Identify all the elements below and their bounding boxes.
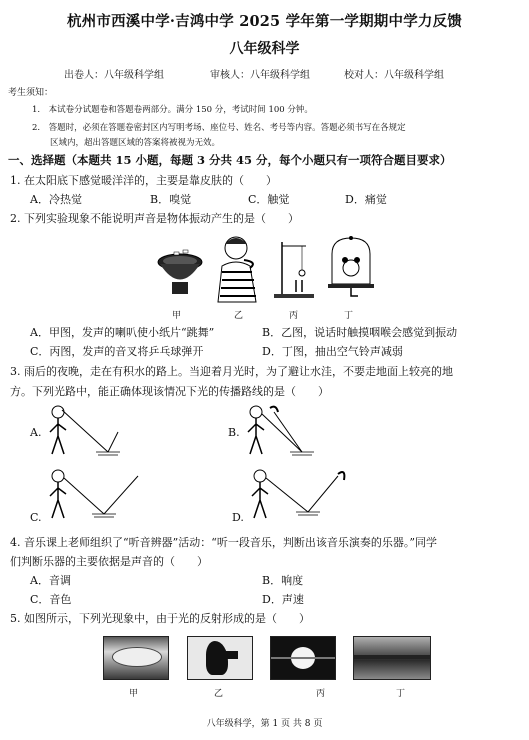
q3-diagram-a [48,404,138,460]
q3-diagram-d [250,466,360,524]
q5-caption-bing: 丙 [316,689,326,699]
q4-option-b: B．响度 [262,574,304,587]
q1-option-b: B．嗅觉 [150,193,192,206]
q1-option-c: C．触觉 [248,193,290,206]
notice-title: 考生须知： [8,88,54,98]
q5-caption-jia: 甲 [129,689,139,699]
q4-option-a: A．音调 [30,574,71,587]
question-5-stem: 5. 如图所示，下列光现象中，由于光的反射形成的是（ ） [10,612,310,625]
notice-item-2-cont: 区域内，超出答题区域的答案将被视为无效。 [50,138,221,148]
q5-photo-lens [270,636,336,680]
q1-option-d: D．痛觉 [345,193,387,206]
question-3-stem-line2: 方。下列光路中，能正确体现该情况下光的传播路线的是（ ） [10,385,329,398]
q2-figure-speaker [150,240,210,300]
q1-option-a: A．冷热觉 [30,193,82,206]
q2-option-d: D．丁图，抽出空气铃声减弱 [262,345,403,358]
q3-label-c: C. [30,511,42,524]
question-2-stem: 2. 下列实验现象不能说明声音是物体振动产生的是（ ） [10,212,299,225]
q5-caption-ding: 丁 [396,689,406,699]
reviewer-info: 审核人：八年级科学组 [210,70,310,81]
q2-caption-bing: 丙 [289,311,299,321]
q2-option-b: B．乙图，说话时触摸咽喉会感觉到振动 [262,326,458,339]
notice-item-1: 1. 本试卷分试题卷和答题卷两部分。满分 150 分，考试时间 100 分钟。 [32,105,313,115]
q5-photo-shadow [187,636,253,680]
q3-diagram-c [48,466,148,524]
q2-figure-person [212,232,264,302]
q4-option-c: C．音色 [30,593,72,606]
q5-photo-bowl [103,636,169,680]
q4-option-d: D．声速 [262,593,304,606]
q2-figure-bell-jar [328,234,374,300]
proofreader-info: 校对人：八年级科学组 [344,70,444,81]
q2-caption-jia: 甲 [172,311,182,321]
q2-figure-tuning-fork [272,240,320,300]
question-4-stem-line2: 们判断乐器的主要依据是声音的（ ） [10,555,208,568]
q2-option-c: C．丙图，发声的音叉将乒乓球弹开 [30,345,204,358]
q5-photo-reflection [353,636,431,680]
q3-label-d: D. [232,511,244,524]
page-subtitle: 八年级科学 [229,41,300,57]
q2-caption-ding: 丁 [344,311,354,321]
question-1-stem: 1. 在太阳底下感觉暖洋洋的，主要是靠皮肤的（ ） [10,174,277,187]
q2-option-a: A．甲图，发声的喇叭使小纸片“跳舞” [30,326,215,339]
question-3-stem-line1: 3. 雨后的夜晚，走在有积水的路上。当迎着月光时，为了避让水洼，不要走地面上较亮的地 [10,365,453,378]
setter-info: 出卷人：八年级科学组 [64,70,164,81]
notice-item-2: 2. 答题时，必须在答题卷密封区内写明考场、座位号、姓名、考号等内容。答题必须书写在各规定 [32,123,406,133]
question-4-stem-line1: 4. 音乐课上老师组织了“听音辨器”活动：“听一段音乐，判断出该音乐演奏的乐器。”同学 [10,536,437,549]
q3-label-a: A. [30,426,42,439]
page-title: 杭州市西溪中学·吉鸿中学 2025 学年第一学期期中学力反馈 [67,13,462,30]
page-footer: 八年级科学，第 1 页 共 8 页 [206,719,323,729]
q5-caption-yi: 乙 [214,689,224,699]
q3-label-b: B. [228,426,240,439]
section-heading: 一、选择题（本题共 15 小题，每题 3 分共 45 分，每个小题只有一项符合题目要求） [8,153,452,167]
q3-diagram-b [246,402,346,460]
q2-caption-yi: 乙 [234,311,244,321]
